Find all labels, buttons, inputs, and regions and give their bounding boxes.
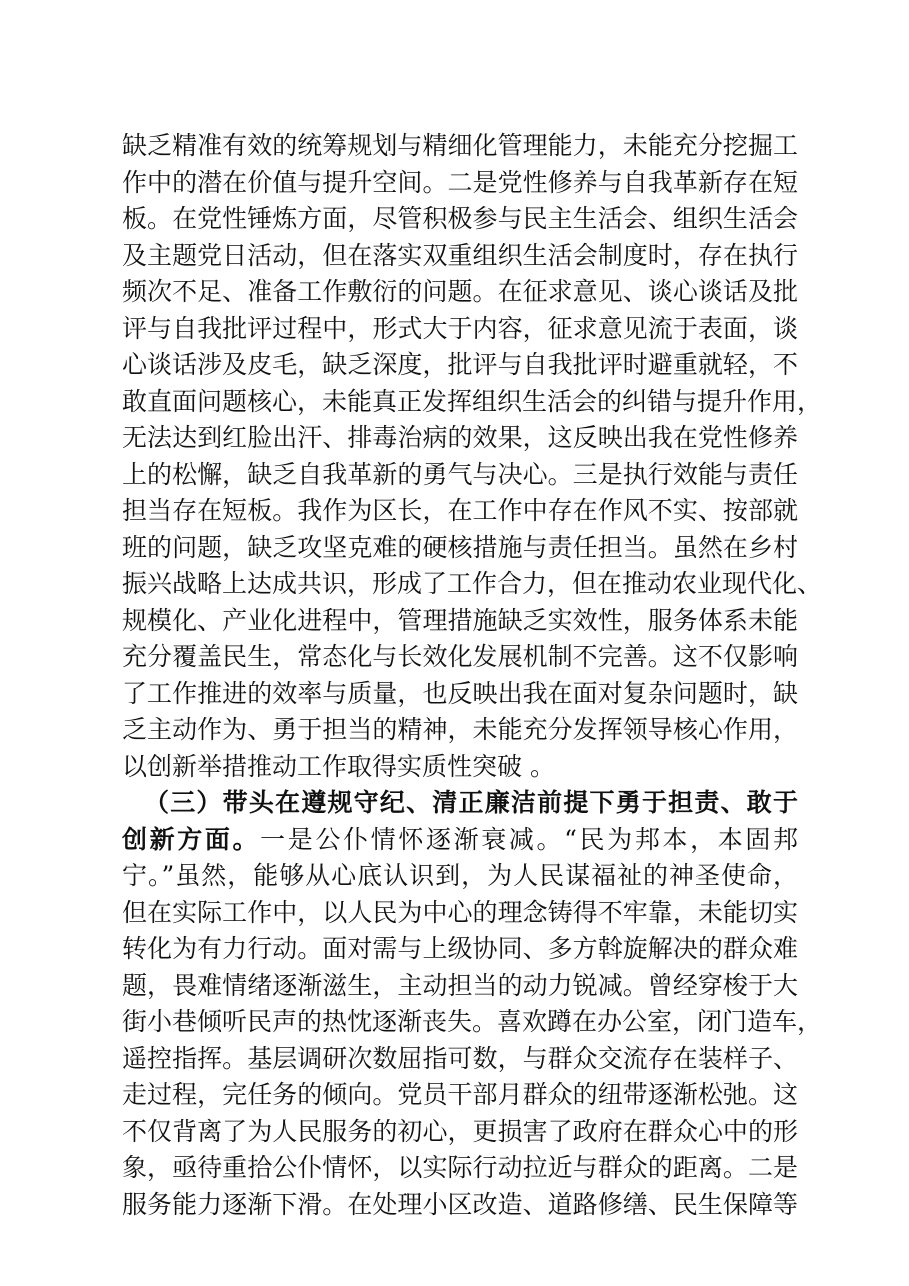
text-line: 缺乏精准有效的统筹规划与精细化管理能力，未能充分挖掘工 [122,131,798,160]
text-line: 遥控指挥。基层调研次数屈指可数，与群众交流存在装样子、 [122,1043,798,1073]
text-line: 及主题党日活动，但在落实双重组织生活会制度时，存在执行 [122,240,798,270]
text-line: 上的松懈，缺乏自我革新的勇气与决心。三是执行效能与责任 [122,459,798,489]
text-line: 转化为有力行动。面对需与上级协同、多方斡旋解决的群众难 [122,934,798,963]
text-line: 心谈话涉及皮毛，缺乏深度，批评与自我批评时避重就轻，不 [122,350,798,379]
text-line: 敢直面问题核心，未能真正发挥组织生活会的纠错与提升作用， [122,386,823,416]
paragraph-text: 一是公仆情怀逐渐衰减。“民为邦本，本固邦 [260,824,798,854]
text-line: 作中的潜在价值与提升空间。二是党性修养与自我革新存在短 [122,167,798,197]
text-line: 以创新举措推动工作取得实质性突破 。 [122,751,555,781]
section-heading-tail: 创新方面。 [122,824,261,854]
text-line: 板。在党性锤炼方面，尽管积极参与民主生活会、组织生活会 [122,204,798,233]
section-heading-continuation [122,822,798,859]
text-line: 评与自我批评过程中，形式大于内容，征求意见流于表面，谈 [122,313,798,343]
paragraph-party-spirit [122,128,823,785]
text-line: 了工作推进的效率与质量，也反映出我在面对复杂问题时，缺 [122,678,798,708]
paragraph-public-servant [122,858,823,1223]
document-body [122,128,823,1223]
text-line: 街小巷倾听民声的热忱逐渐丧失。喜欢蹲在办公室，闭门造车， [122,1007,823,1036]
text-line: 无法达到红脸出汗、排毒治病的效果，这反映出我在党性修养 [122,423,798,452]
text-line: 服务能力逐渐下滑。在处理小区改造、道路修缮、民生保障等 [122,1189,798,1219]
text-line: 规模化、产业化进程中，管理措施缺乏实效性，服务体系未能 [122,605,798,635]
text-line: 象，亟待重拾公仆情怀，以实际行动拉近与群众的距离。二是 [122,1153,798,1182]
text-line: 乏主动作为、勇于担当的精神，未能充分发挥领导核心作用， [122,715,798,744]
section-heading-three [122,785,798,858]
text-line: 宁。”虽然，能够从心底认识到，为人民谋福祉的神圣使命， [122,861,798,890]
text-line: 班的问题，缺乏攻坚克难的硬核措施与责任担当。虽然在乡村 [122,532,798,562]
text-line: 充分覆盖民生，常态化与长效化发展机制不完善。这不仅影响 [122,642,798,671]
text-line: 但在实际工作中，以人民为中心的理念铸得不牢靠，未能切实 [122,897,798,927]
text-line: 不仅背离了为人民服务的初心，更损害了政府在群众心中的形 [122,1116,798,1146]
text-line: 走过程，完任务的倾向。党员干部月群众的纽带逐渐松弛。这 [122,1080,798,1109]
text-line: 题，畏难情绪逐渐滋生，主动担当的动力锐减。曾经穿梭于大 [122,970,798,1000]
text-line: 频次不足、准备工作敷衍的问题。在征求意见、谈心谈话及批 [122,277,798,306]
text-line: 担当存在短板。我作为区长，在工作中存在作风不实、按部就 [122,496,798,525]
section-heading-line: （三）带头在遵规守纪、清正廉洁前提下勇于担责、敢于 [144,788,798,817]
text-line: 振兴战略上达成共识，形成了工作合力，但在推动农业现代化、 [122,569,823,598]
